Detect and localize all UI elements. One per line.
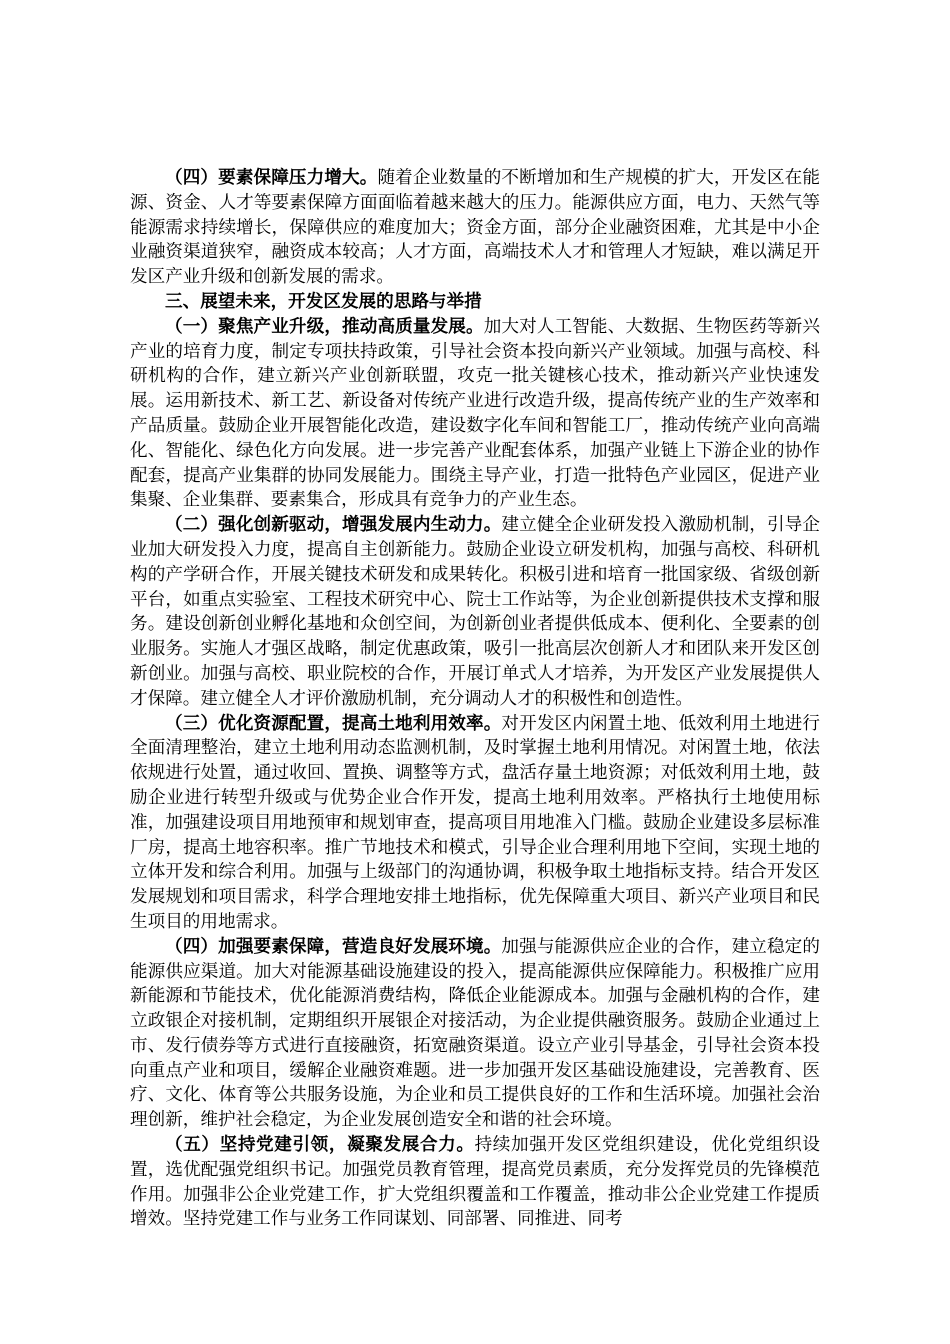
paragraph-body: 加强与能源供应企业的合作，建立稳定的能源供应渠道。加大对能源基础设施建设的投入，提高能源供应保障能力。积极推广应用新能源和节能技术，优化能源消费结构，降低企业能源成本。加强与金融机构的合作，建立政银企对接机制，定期组织开展银企对接活动，为企业提供融资服务。鼓励企业通过上市、发行债券等方式进行直接融资，拓宽融资渠道。设立产业引导基金，引导社会资本投向重点产业和项目，缓解企业融资难题。进一步加强开发区基础设施建设，完善教育、医疗、文化、体育等公共服务设施，为企业和员工提供良好的工作和生活环境。加强社会治理创新，维护社会稳定，为企业发展创造安全和谐的社会环境。 [130, 936, 820, 1131]
paragraph-lead: （四）要素保障压力增大。 [165, 167, 378, 188]
section-heading: 三、展望未来，开发区发展的思路与举措 [165, 290, 482, 312]
paragraph-industry-upgrade [130, 315, 820, 513]
paragraph-lead: （五）坚持党建引领，凝聚发展合力。 [165, 1134, 475, 1156]
paragraph-element-support [130, 935, 820, 1133]
paragraph-body: 持续加强开发区党组织建设，优化党组织设置，选优配强党组织书记。加强党员教育管理，提高党员素质，充分发挥党员的先锋模范作用。加强非公企业党建工作，扩大党组织覆盖和工作覆盖，推动非公企业党建工作提质增效。坚持党建工作与业务工作同谋划、同部署、同推进、同考 [130, 1135, 820, 1230]
paragraph-element-shortage [130, 166, 820, 290]
paragraph-body: 对开发区内闲置土地、低效利用土地进行全面清理整治，建立土地利用动态监测机制，及时掌握土地利用情况。对闲置土地，依法依规进行处置，通过收回、置换、调整等方式，盘活存量土地资源；对低效利用土地，鼓励企业进行转型升级或与优势企业合作开发，提高土地利用效率。严格执行土地使用标准，加强建设项目用地预审和规划审查，提高项目用地准入门槛。鼓励企业建设多层标准厂房，提高土地容积率。推广节地技术和模式，引导企业合理利用地下空间，实现土地的立体开发和综合利用。加强与上级部门的沟通协调，积极争取土地指标支持。结合开发区发展规划和项目需求，科学合理地安排土地指标，优先保障重大项目、新兴产业项目和民生项目的用地需求。 [130, 713, 820, 932]
paragraph-land-use [130, 712, 820, 935]
paragraph-lead: （二）强化创新驱动，增强发展内生动力。 [165, 514, 502, 536]
paragraph-party-building [130, 1133, 820, 1232]
paragraph-innovation [130, 513, 820, 711]
paragraph-lead: （三）优化资源配置，提高土地利用效率。 [165, 712, 502, 734]
paragraph-lead: （一）聚焦产业升级，推动高质量发展。 [165, 315, 484, 337]
document-page [130, 166, 820, 1232]
paragraph-body: 建立健全企业研发投入激励机制，引导企业加大研发投入力度，提高自主创新能力。鼓励企业设立研发机构，加强与高校、科研机构的产学研合作，开展关键技术研发和成果转化。积极引进和培育一批国家级、省级创新平台，如重点实验室、工程技术研究中心、院士工作站等，为企业创新提供技术支撑和服务。建设创新创业孵化基地和众创空间，为创新创业者提供低成本、便利化、全要素的创业服务。实施人才强区战略，制定优惠政策，吸引一批高层次创新人才和团队来开发区创新创业。加强与高校、职业院校的合作，开展订单式人才培养，为开发区产业发展提供人才保障。建立健全人才评价激励机制，充分调动人才的积极性和创造性。 [130, 515, 820, 709]
paragraph-body: 加大对人工智能、大数据、生物医药等新兴产业的培育力度，制定专项扶持政策，引导社会资本投向新兴产业领域。加强与高校、科研机构的合作，建立新兴产业创新联盟，攻克一批关键核心技术，推动新兴产业快速发展。运用新技术、新工艺、新设备对传统产业进行改造升级，提高传统产业的生产效率和产品质量。鼓励企业开展智能化改造，建设数字化车间和智能工厂，推动传统产业向高端化、智能化、绿色化方向发展。进一步完善产业配套体系，加强产业链上下游企业的协作配套，提高产业集群的协同发展能力。围绕主导产业，打造一批特色产业园区，促进产业集聚、企业集群、要素集合，形成具有竞争力的产业生态。 [130, 316, 820, 511]
paragraph-body: 随着企业数量的不断增加和生产规模的扩大，开发区在能源、资金、人才等要素保障方面面临着越来越大的压力。能源供应方面，电力、天然气等能源需求持续增长，保障供应的难度加大；资金方面，部分企业融资困难，尤其是中小企业融资渠道狭窄，融资成本较高；人才方面，高端技术人才和管理人才短缺，难以满足开发区产业升级和创新发展的需求。 [130, 168, 820, 288]
paragraph-lead: （四）加强要素保障，营造良好发展环境。 [165, 935, 502, 957]
